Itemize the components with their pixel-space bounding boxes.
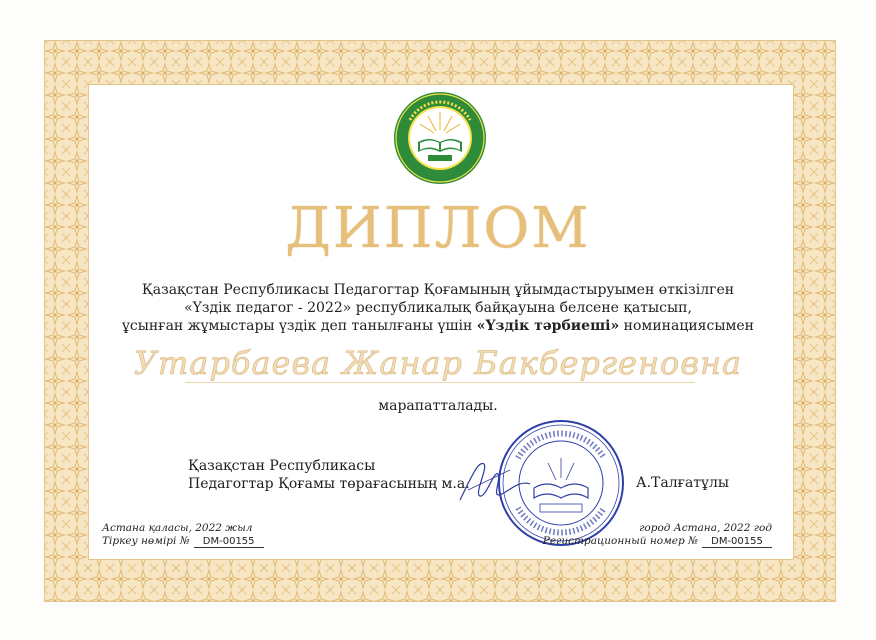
diploma-title: ДИПЛОМ	[285, 196, 591, 261]
reg-label-kz: Тіркеу нөмірі №	[102, 535, 190, 547]
signatory-name: А.Талғатұлы	[636, 475, 729, 491]
book-sun-emblem-icon	[392, 90, 488, 186]
recipient-name: Утарбаева Жанар Бакбергеновна	[133, 344, 743, 382]
body-line-3-pre: ұсынған жұмыстары үздік деп танылғаны үшін	[122, 318, 477, 334]
footer-reg-kz	[102, 535, 264, 548]
footer-city-kz: Астана қаласы, 2022 жыл	[102, 522, 253, 534]
footer-reg-ru	[543, 535, 772, 548]
reg-number-kz: DM-00155	[194, 536, 264, 548]
signatory-line-2: Педагогтар Қоғамы төрағасының м.а.	[188, 476, 470, 492]
footer-city-ru: город Астана, 2022 год	[639, 522, 772, 534]
signatory-title	[188, 457, 470, 493]
reg-label-ru: Регистрационный номер №	[542, 535, 698, 547]
nomination-name: «Үздік тәрбиеші»	[476, 318, 620, 334]
body-line-3-post: номинациясымен	[619, 318, 754, 334]
society-emblem	[392, 90, 488, 186]
signatory-line-1: Қазақстан Республикасы	[188, 458, 376, 474]
reg-number-ru: DM-00155	[702, 536, 772, 548]
awarded-text: марапатталады.	[378, 398, 498, 414]
body-line-1: Қазақстан Республикасы Педагогтар Қоғамының ұйымдастыруымен өткізілген	[141, 282, 735, 298]
body-line-3	[0, 318, 876, 334]
official-stamp	[496, 418, 626, 548]
body-line-2: «Үздік педагог - 2022» республикалық байқауына белсене қатысып,	[184, 300, 692, 316]
recipient-underline	[185, 382, 695, 383]
stamp-seal-icon	[496, 418, 626, 548]
